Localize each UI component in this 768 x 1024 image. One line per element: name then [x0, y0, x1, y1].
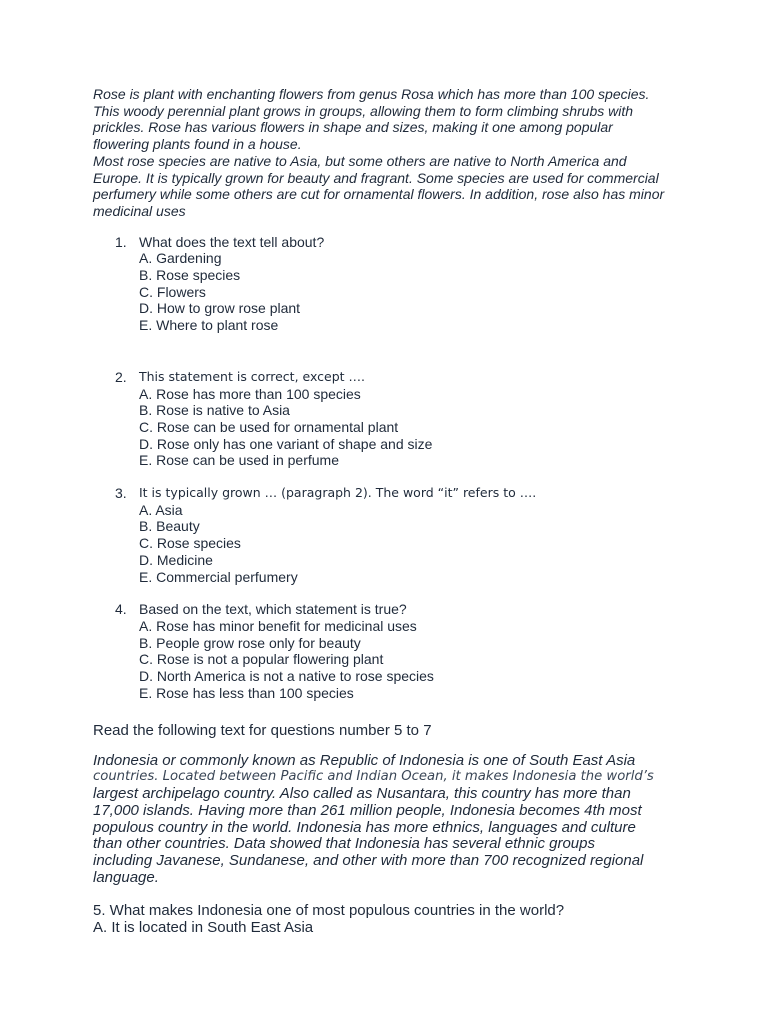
- section-instruction: Read the following text for questions number 5 to 7: [93, 721, 432, 739]
- answer-option: A. Rose has more than 100 species: [139, 385, 361, 402]
- question-2: [93, 369, 713, 469]
- passage-line: countries. Located between Pacific and Indian Ocean, it makes Indonesia the world’s: [93, 769, 654, 785]
- passage-line: than other countries. Data showed that Indonesia has several ethnic groups: [93, 835, 595, 853]
- rose-passage: [93, 86, 713, 220]
- answer-option: D. Rose only has one variant of shape and size: [139, 435, 433, 452]
- passage-line: 17,000 islands. Having more than 261 million people, Indonesia becomes 4th most: [93, 801, 642, 819]
- question-3: [93, 485, 713, 585]
- passage-line: language.: [93, 869, 159, 887]
- answer-option: A. It is located in South East Asia: [93, 918, 314, 936]
- passage-line: Indonesia or commonly known as Republic of Indonesia is one of South East Asia: [93, 751, 636, 769]
- answer-option: D. North America is not a native to rose species: [139, 668, 434, 685]
- answer-option: D. How to grow rose plant: [139, 300, 301, 317]
- question-1: [93, 234, 713, 334]
- question-4: [93, 601, 713, 701]
- worksheet-page: [93, 86, 713, 936]
- passage-line: populous country in the world. Indonesia has more ethnics, languages and culture: [93, 818, 636, 836]
- passage-line: medicinal uses: [93, 202, 186, 219]
- passage-line: flowering plants found in a house.: [93, 136, 302, 153]
- passage-line: including Javanese, Sundanese, and other with more than 700 recognized regional: [93, 852, 644, 870]
- answer-option: B. Beauty: [139, 518, 200, 535]
- answer-option: D. Medicine: [139, 551, 213, 568]
- passage-line: Rose is plant with enchanting flowers from genus Rosa which has more than 100 species.: [93, 86, 650, 102]
- question-number: 3.: [115, 485, 127, 502]
- question-5: [93, 902, 713, 936]
- passage-line: Europe. It is typically grown for beauty and fragrant. Some species are used for commercial: [93, 169, 659, 186]
- question-stem: It is typically grown … (paragraph 2). The word “it” refers to ….: [139, 485, 537, 501]
- answer-option: B. People grow rose only for beauty: [139, 634, 361, 651]
- answer-option: C. Rose is not a popular flowering plant: [139, 651, 384, 668]
- passage-line: prickles. Rose has various flowers in shape and sizes, making it one among popular: [93, 119, 613, 136]
- question-list: [93, 234, 713, 702]
- answer-option: C. Rose species: [139, 535, 241, 552]
- answer-option: E. Commercial perfumery: [139, 568, 298, 585]
- answer-option: B. Rose is native to Asia: [139, 402, 290, 419]
- passage-line: perfumery while some others are cut for ornamental flowers. In addition, rose also has minor: [93, 186, 665, 203]
- question-stem: Based on the text, which statement is true?: [139, 601, 407, 618]
- question-stem: What does the text tell about?: [139, 233, 325, 250]
- question-number: 4.: [115, 601, 127, 618]
- answer-option: A. Asia: [139, 501, 183, 518]
- question-stem: 5. What makes Indonesia one of most populous countries in the world?: [93, 901, 565, 919]
- answer-option: A. Gardening: [139, 250, 222, 267]
- question-number: 2.: [115, 368, 127, 385]
- question-number: 1.: [115, 233, 127, 250]
- answer-option: E. Rose has less than 100 species: [139, 684, 354, 701]
- answer-option: E. Where to plant rose: [139, 317, 279, 334]
- answer-option: A. Rose has minor benefit for medicinal uses: [139, 617, 417, 634]
- indonesia-passage: [93, 753, 713, 887]
- question-stem: This statement is correct, except ….: [139, 368, 366, 384]
- passage-line: Most rose species are native to Asia, but some others are native to North America and: [93, 152, 627, 169]
- answer-option: B. Rose species: [139, 267, 241, 284]
- passage-line: largest archipelago country. Also called as Nusantara, this country has more than: [93, 785, 631, 803]
- passage-line: This woody perennial plant grows in groups, allowing them to form climbing shrubs with: [93, 102, 634, 119]
- answer-option: C. Flowers: [139, 283, 206, 300]
- answer-option: C. Rose can be used for ornamental plant: [139, 418, 399, 435]
- answer-option: E. Rose can be used in perfume: [139, 452, 340, 469]
